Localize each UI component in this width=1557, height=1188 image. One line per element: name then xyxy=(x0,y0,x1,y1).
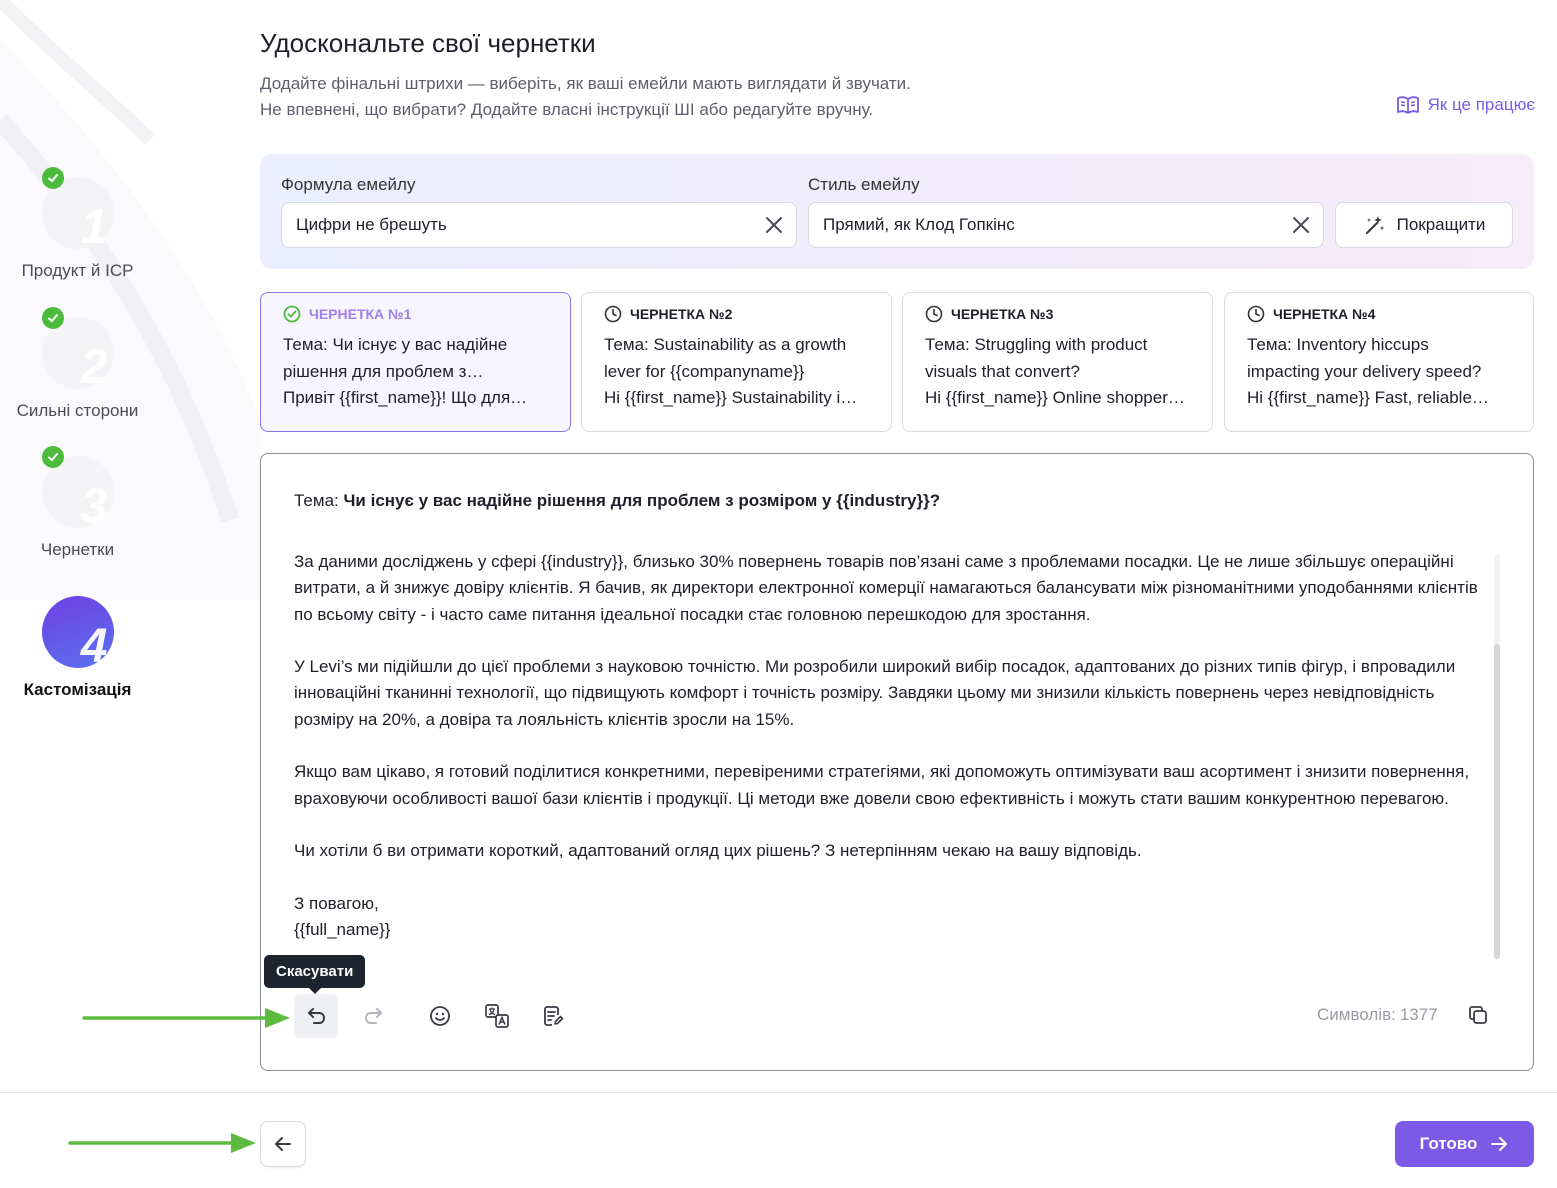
arrow-left-icon xyxy=(272,1133,294,1155)
check-icon xyxy=(42,167,64,189)
step-label: Продукт й ICP xyxy=(21,261,134,280)
formula-select[interactable] xyxy=(281,202,797,248)
scrollbar[interactable] xyxy=(1494,554,1500,959)
draft-line: Hi {{first_name}} Sustainability i… xyxy=(604,388,858,407)
clear-style-icon[interactable] xyxy=(1291,215,1311,235)
check-icon xyxy=(42,446,64,468)
step-3[interactable] xyxy=(0,456,155,560)
copy-button[interactable] xyxy=(1463,1000,1493,1030)
email-subject[interactable] xyxy=(294,491,940,511)
draft-line: Hi {{first_name}} Fast, reliable… xyxy=(1247,388,1489,407)
copy-icon xyxy=(1466,1003,1490,1027)
arrow-right-icon xyxy=(1489,1134,1509,1154)
emoji-button[interactable] xyxy=(418,994,462,1038)
undo-icon xyxy=(304,1004,328,1028)
draft-line: Тема: Struggling with product xyxy=(925,335,1148,354)
draft-line: Привіт {{first_name}}! Що для… xyxy=(283,388,528,407)
how-it-works-link[interactable] xyxy=(1396,95,1535,115)
improve-label: Покращити xyxy=(1396,215,1486,234)
body-paragraph: У Levi’s ми підійшли до цієї проблеми з науковою точністю. Ми розробили широкий вибір посадок, адаптованих до різних типів фігур, і впровадили інноваційні тканинні технології, що підвищують комфорт і точність розміру. Завдяки цьому ми знизили кількість повернень через невідповідність розміру на 20%, а довіра та лояльність клієнтів зросли на 15%. xyxy=(294,657,1456,729)
step-circle xyxy=(42,177,114,254)
draft-card-3[interactable] xyxy=(902,292,1213,432)
draft-card-4[interactable] xyxy=(1224,292,1534,432)
step-number: 1 xyxy=(80,201,108,254)
translate-button[interactable] xyxy=(475,994,519,1038)
draft-line: Тема: Sustainability as a growth xyxy=(604,335,847,354)
annotation-arrow-icon xyxy=(66,1130,261,1156)
draft-header xyxy=(283,305,552,323)
draft-title: ЧЕРНЕТКА №1 xyxy=(309,306,412,322)
step-number: 2 xyxy=(80,341,108,394)
how-it-works-label: Як це працює xyxy=(1427,95,1535,114)
draft-title: ЧЕРНЕТКА №4 xyxy=(1273,306,1376,322)
draft-line: Тема: Чи існує у вас надійне xyxy=(283,335,508,354)
done-button[interactable] xyxy=(1395,1121,1534,1167)
improve-button[interactable] xyxy=(1335,202,1513,248)
clock-icon xyxy=(604,305,622,323)
style-select[interactable] xyxy=(808,202,1324,248)
undo-tooltip: Скасувати xyxy=(264,955,365,988)
redo-button[interactable] xyxy=(352,994,396,1038)
step-1[interactable] xyxy=(0,177,155,281)
draft-line: рішення для проблем з… xyxy=(283,361,484,381)
notes-button[interactable] xyxy=(531,994,575,1038)
redo-icon xyxy=(362,1004,386,1028)
draft-line: visuals that convert? xyxy=(925,361,1080,381)
subtitle-line: Не впевнені, що вибрати? Додайте власні інструкції ШІ або редагуйте вручну. xyxy=(260,100,874,119)
page-subtitle xyxy=(260,71,911,123)
step-circle xyxy=(42,596,114,673)
draft-card-1[interactable] xyxy=(260,292,571,432)
signature-line: {{full_name}} xyxy=(294,920,391,940)
character-count xyxy=(1317,1005,1438,1025)
done-label: Готово xyxy=(1419,1134,1478,1153)
subtitle-line: Додайте фінальні штрихи — виберіть, як ваші емейли мають виглядати й звучати. xyxy=(260,74,911,93)
style-label: Стиль емейлу xyxy=(808,175,920,194)
step-label: Кастомізація xyxy=(23,680,132,699)
draft-line: lever for {{companyname}} xyxy=(604,361,805,381)
edit-note-icon xyxy=(541,1004,565,1028)
formula-value: Цифри не брешуть xyxy=(296,215,447,234)
emoji-icon xyxy=(428,1004,452,1028)
email-editor[interactable] xyxy=(260,453,1534,1071)
translate-icon xyxy=(484,1003,510,1029)
step-circle xyxy=(42,456,114,533)
email-body[interactable] xyxy=(294,549,1494,964)
check-circle-icon xyxy=(283,305,301,323)
draft-line: Тема: Inventory hiccups xyxy=(1247,335,1429,354)
draft-header xyxy=(1247,305,1515,323)
subject-prefix: Тема: xyxy=(294,491,339,510)
annotation-arrow-icon xyxy=(80,1005,295,1031)
check-icon xyxy=(42,307,64,329)
draft-card-2[interactable] xyxy=(581,292,892,432)
subject-text: Чи існує у вас надійне рішення для проблем з розміром у {{industry}}? xyxy=(343,491,941,510)
draft-line: Hi {{first_name}} Online shopper… xyxy=(925,388,1185,407)
scrollbar-thumb[interactable] xyxy=(1494,644,1500,959)
step-label: Сильні сторони xyxy=(16,401,139,420)
step-number: 3 xyxy=(80,480,108,533)
body-paragraph: Чи хотіли б ви отримати короткий, адаптований огляд цих рішень? З нетерпінням чекаю на вашу відповідь. xyxy=(294,841,1142,861)
step-label: Чернетки xyxy=(40,540,115,559)
clock-icon xyxy=(925,305,943,323)
footer-divider xyxy=(0,1092,1557,1093)
email-settings-panel xyxy=(260,154,1534,269)
draft-title: ЧЕРНЕТКА №2 xyxy=(630,306,733,322)
char-count-label: Символів: xyxy=(1317,1005,1396,1024)
step-circle xyxy=(42,317,114,394)
clock-icon xyxy=(1247,305,1265,323)
draft-title: ЧЕРНЕТКА №3 xyxy=(951,306,1054,322)
draft-line: impacting your delivery speed? xyxy=(1247,361,1482,381)
body-paragraph: Якщо вам цікаво, я готовий поділитися конкретними, перевіреними стратегіями, які допоможуть оптимізувати ваш асортимент і знизити повернення, враховуючи особливості вашої бази клієнтів і продукції. Ці методи вже довели свою ефективність і можуть стати вашим конкурентною перевагою. xyxy=(294,762,1470,808)
step-number: 4 xyxy=(80,620,108,673)
char-count-value: 1377 xyxy=(1399,1005,1438,1024)
draft-header xyxy=(925,305,1194,323)
clear-formula-icon[interactable] xyxy=(764,215,784,235)
step-2[interactable] xyxy=(0,317,155,421)
page-title: Удоскональте свої чернетки xyxy=(260,28,596,58)
undo-button[interactable] xyxy=(294,994,338,1038)
style-value: Прямий, як Клод Гопкінс xyxy=(823,215,1015,234)
draft-header xyxy=(604,305,873,323)
book-icon xyxy=(1396,95,1420,115)
step-4[interactable] xyxy=(0,596,155,700)
magic-wand-icon xyxy=(1363,213,1387,237)
signature-line: З повагою, xyxy=(294,893,379,913)
formula-label: Формула емейлу xyxy=(281,175,416,194)
back-button[interactable] xyxy=(260,1121,306,1167)
body-paragraph: За даними досліджень у сфері {{industry}}, близько 30% повернень товарів пов’язані саме з проблемами посадки. Це не лише збільшує операційні витрати, а й знижує довіру клієнтів. Я бачив, як директори електронної комерції намагаються балансувати між різноманітними уподобаннями клієнтів по всьому світу - і часто саме питання ідеальної посадки стає головною перешкодою для зростання. xyxy=(294,552,1478,624)
